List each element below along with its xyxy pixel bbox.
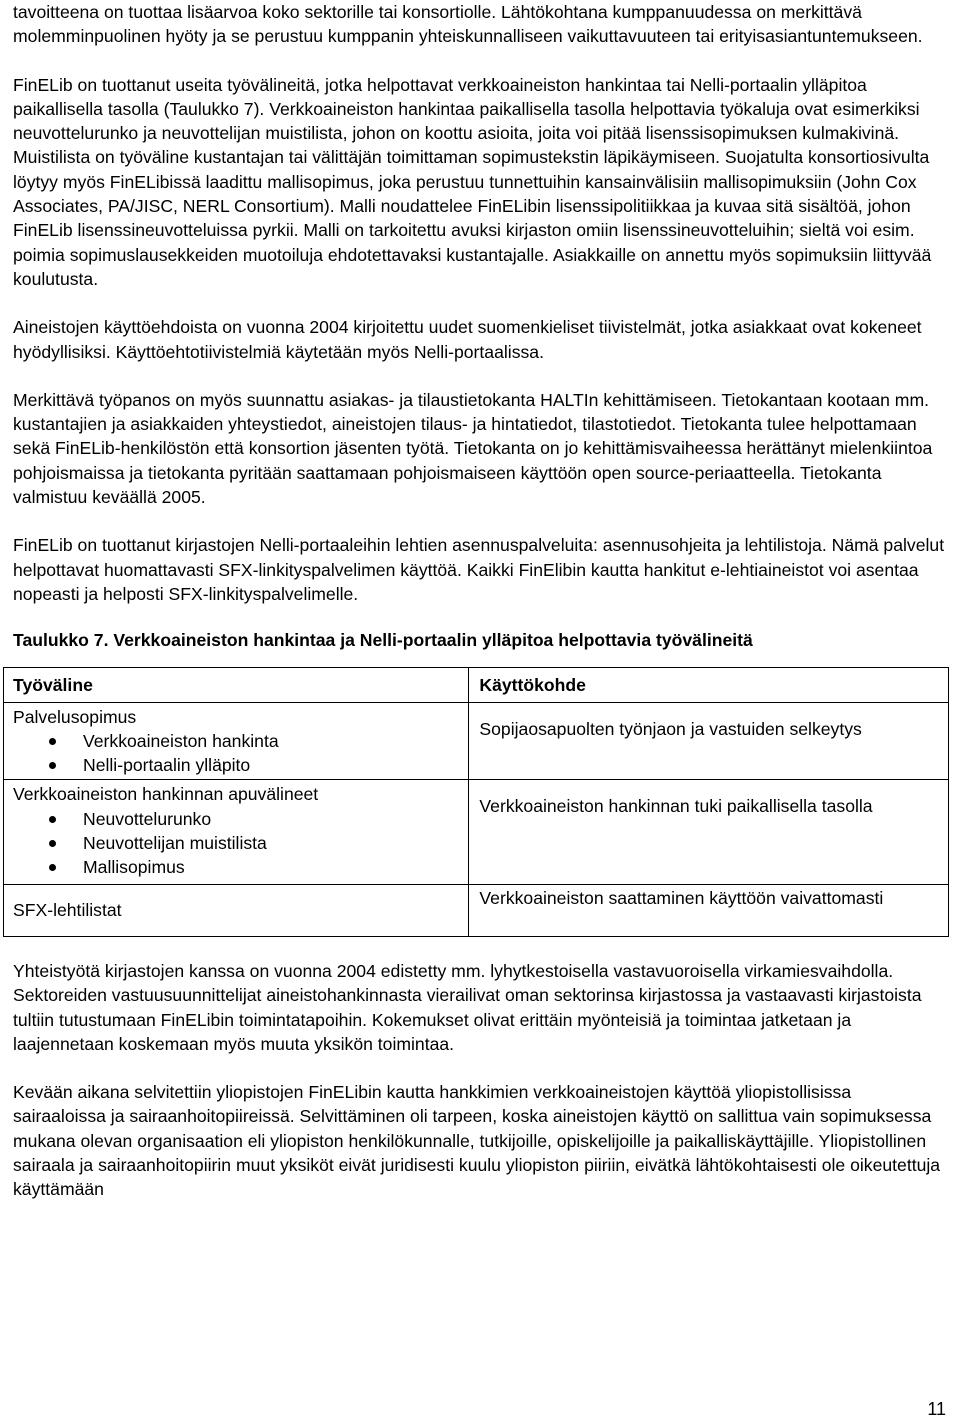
usage-cell: [469, 702, 949, 780]
list-item: Mallisopimus: [83, 855, 468, 879]
header-tool: Työväline: [4, 668, 469, 702]
paragraph: FinELib on tuottanut kirjastojen Nelli-portaaleihin lehtien asennuspalveluita: asennusohjeita ja lehtilistoja. Nämä palvelut helpottavat huomattavasti SFX-linkityspalvelimen käyttöä. Kaikki FinElibin kautta hankitut e-lehtiaineistot voi asentaa nopeasti ja helposti SFX-linkityspalvelimelle.: [13, 535, 945, 604]
tool-title: Verkkoaineiston hankinnan apuvälineet: [13, 784, 319, 805]
usage-text: Verkkoaineiston hankinnan tuki paikallisella tasolla: [479, 796, 873, 817]
tools-table: [3, 667, 949, 937]
table-row: [4, 780, 949, 884]
tool-items: [13, 729, 468, 778]
table-row: [4, 884, 949, 936]
list-item: Neuvottelijan muistilista: [83, 831, 468, 855]
paragraph: Merkittävä työpanos on myös suunnattu asiakas- ja tilaustietokanta HALTIn kehittämiseen. Tietokantaan kootaan mm. kustantajien ja asiakkaiden yhteystiedot, aineistojen tilaus- ja hintatiedot, tilastotiedot. Tietokanta tulee helpottamaan sekä FinELib-henkilöstön että konsortion jäsenten työtä. Tietokanta on jo kehittämisvaiheessa herättänyt mielenkiintoa pohjoismaissa ja tietokanta pyritään saattamaan pohjoismaiseen käyttöön open source-periaatteella. Tietokanta valmistuu keväällä 2005.: [13, 389, 933, 508]
table-header-row: [4, 668, 949, 702]
usage-cell: [469, 884, 949, 936]
tool-cell: [4, 780, 469, 884]
list-item: Neuvottelurunko: [83, 807, 468, 831]
paragraph: Aineistojen käyttöehdoista on vuonna 2004 kirjoitettu uudet suomenkieliset tiivistelmät, jotka asiakkaat ovat kokeneet hyödyllisiksi. Käyttöehtotiivistelmiä käytetään myös Nelli-portaalissa.: [13, 317, 922, 362]
tool-cell: [4, 884, 469, 936]
usage-cell: [469, 780, 949, 884]
tool-title: SFX-lehtilistat: [13, 899, 122, 920]
usage-text: Sopijaosapuolten työnjaon ja vastuiden selkeytys: [479, 718, 862, 739]
header-usage: Käyttökohde: [469, 668, 949, 702]
tool-cell: [4, 702, 469, 780]
list-item: Nelli-portaalin ylläpito: [83, 753, 468, 777]
table-row: [4, 702, 949, 780]
tool-title: Palvelusopimus: [13, 706, 137, 727]
paragraph: Yhteistyötä kirjastojen kanssa on vuonna 2004 edistetty mm. lyhytkestoisella vastavuoroisella virkamiesvaihdolla. Sektoreiden vastuusuunnittelijat aineistohankinnasta vierailivat oman sektorinsa kirjastossa ja vastaavasti kirjastoista tultiin tutustumaan FinELibin toimintatapoihin. Kokemukset olivat erittäin myönteisiä ja toimintaa jatketaan ja laajennetaan koskemaan myös muuta yksikön toimintaa.: [13, 960, 922, 1054]
document-page: [13, 0, 948, 1202]
paragraph: FinELib on tuottanut useita työvälineitä, jotka helpottavat verkkoaineiston hankintaa tai Nelli-portaalin ylläpitoa paikallisella tasolla (Taulukko 7). Verkkoaineiston hankintaa paikallisella tasolla helpottavia työkaluja ovat esimerkiksi neuvottelurunko ja neuvottelijan muistilista, johon on koottu asioita, joita voi pitää lisenssisopimuksen kulmakivinä. Muistilista on työväline kustantajan tai välittäjän toimittaman sopimustekstin läpikäymiseen. Suojatulta konsortiosivulta löytyy myös FinELibissä laadittu mallisopimus, joka perustuu tunnettuihin kansainvälisiin mallisopimuksiin (John Cox Associates, PA/JISC, NERL Consortium). Malli noudattelee FinELibin lisenssipolitiikkaa ja kuvaa sitä sisältöä, johon FinELib lisenssineuvotteluissa pyrkii. Malli on tarkoitettu avuksi kirjaston omiin lisenssineuvotteluihin; sieltä voi esim. poimia sopimuslausekkeiden muotoiluja ehdotettavaksi kustantajalle. Asiakkaille on annettu myös sopimuksiin liittyvää koulutusta.: [13, 74, 932, 289]
tool-items: [13, 807, 468, 880]
usage-text: Verkkoaineiston saattaminen käyttöön vaivattomasti: [479, 887, 884, 908]
paragraph: tavoitteena on tuottaa lisäarvoa koko sektorille tai konsortiolle. Lähtökohtana kumppanuudessa on merkittävä molemminpuolinen hyöty ja se perustuu kumppanin yhteiskunnalliseen vaikuttavuuteen tai erityisasiantuntemukseen.: [13, 2, 923, 47]
table-caption: Taulukko 7. Verkkoaineiston hankintaa ja Nelli-portaalin ylläpitoa helpottavia työvälineitä: [13, 630, 753, 651]
page-number: 11: [927, 1399, 946, 1419]
list-item: Verkkoaineiston hankinta: [83, 729, 468, 753]
paragraph: Kevään aikana selvitettiin yliopistojen FinELibin kautta hankkimien verkkoaineistojen käyttöä yliopistollisissa sairaaloissa ja sairaanhoitopiireissä. Selvittäminen oli tarpeen, koska aineistojen käyttö on sallittua vain sopimuksessa mukana olevan organisaation eli yliopiston henkilökunnalle, tutkijoille, opiskelijoille ja paikalliskäyttäjille. Yliopistollinen sairaala ja sairaanhoitopiirin muut yksiköt eivät juridisesti kuulu yliopiston piiriin, eivätkä lähtökohtaisesti ole oikeutettuja käyttämään: [13, 1082, 941, 1200]
